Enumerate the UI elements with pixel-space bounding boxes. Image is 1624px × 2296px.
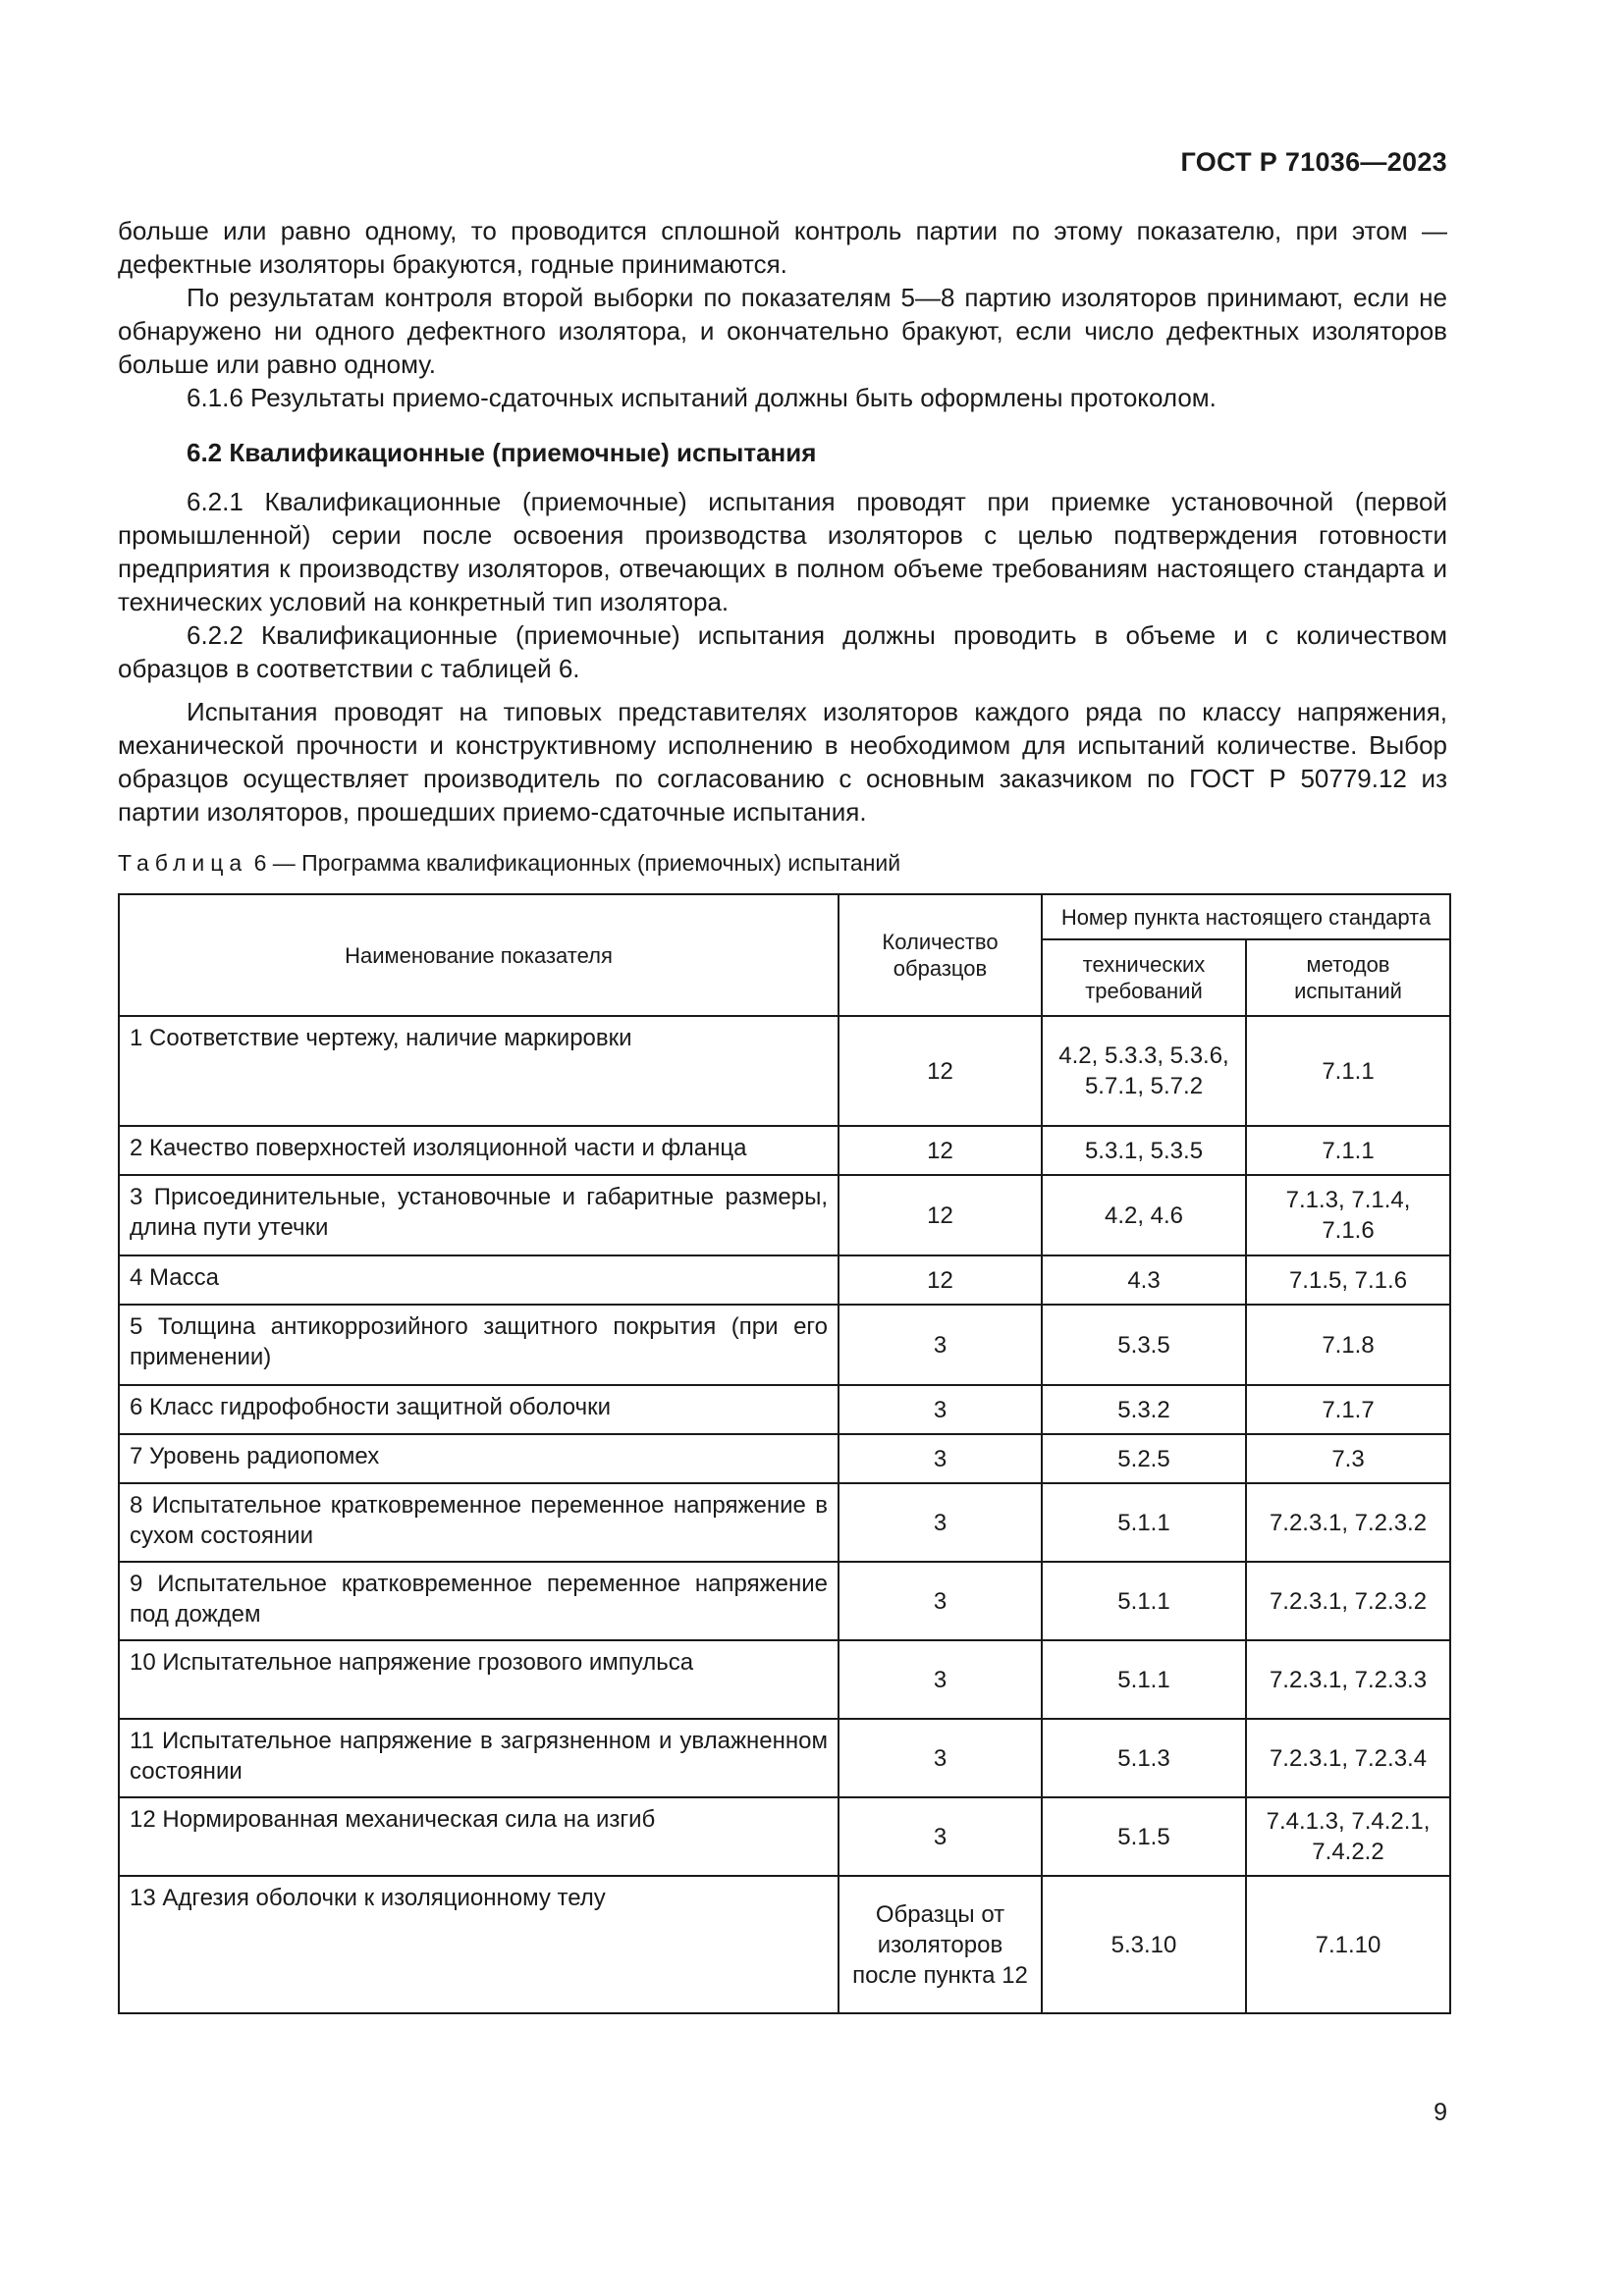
row-tech: 5.1.1 (1042, 1640, 1246, 1719)
row-tech: 5.1.3 (1042, 1719, 1246, 1797)
table-row (119, 1797, 1450, 1876)
row-tech: 5.3.2 (1042, 1385, 1246, 1434)
qualification-program-table (118, 893, 1451, 2014)
paragraph-second-sample: По результатам контроля второй выборки по показателям 5—8 партию изоляторов принимают, если не обнаружено ни одного дефектного изолятора, и окончательно бракуют, если число дефектных изоляторов больше или равно одному. (118, 283, 1447, 379)
body-text (118, 214, 1447, 828)
row-method: 7.1.5, 7.1.6 (1246, 1255, 1450, 1305)
header-clause-group: Номер пункта настоящего стандарта (1042, 894, 1450, 939)
row-tech: 4.3 (1042, 1255, 1246, 1305)
row-method: 7.2.3.1, 7.2.3.4 (1246, 1719, 1450, 1797)
table-row (119, 1483, 1450, 1562)
row-count: 12 (839, 1016, 1042, 1126)
row-name: 5 Толщина антикоррозийного защитного покрытия (при его применении) (119, 1305, 839, 1385)
table-row (119, 1175, 1450, 1255)
row-tech: 5.3.1, 5.3.5 (1042, 1126, 1246, 1175)
row-count: 3 (839, 1640, 1042, 1719)
header-tech: технических требований (1042, 939, 1246, 1016)
row-name: 11 Испытательное напряжение в загрязненном и увлажненном состоянии (119, 1719, 839, 1797)
row-name: 6 Класс гидрофобности защитной оболочки (119, 1385, 839, 1434)
header-methods: методов испытаний (1246, 939, 1450, 1016)
table-row (119, 1385, 1450, 1434)
row-name: 1 Соответствие чертежу, наличие маркировки (119, 1016, 839, 1126)
row-count: Образцы от изоляторов после пункта 12 (839, 1876, 1042, 2013)
row-method: 7.1.7 (1246, 1385, 1450, 1434)
row-method: 7.1.3, 7.1.4, 7.1.6 (1246, 1175, 1450, 1255)
row-tech: 5.1.1 (1042, 1483, 1246, 1562)
row-name: 4 Масса (119, 1255, 839, 1305)
table-row (119, 1434, 1450, 1483)
table-row (119, 1126, 1450, 1175)
row-method: 7.1.1 (1246, 1126, 1450, 1175)
row-name: 8 Испытательное кратковременное переменное напряжение в сухом состоянии (119, 1483, 839, 1562)
paragraph-samples: Испытания проводят на типовых представителях изоляторов каждого ряда по классу напряжения, механической прочности и конструктивному исполнению в необходимом для испытаний количестве. Выбор образцов осуществляет производитель по согласованию с основным заказчиком по ГОСТ Р 50779.12 из партии изоляторов, прошедших приемо-сдаточные испытания. (118, 697, 1447, 827)
table-row (119, 1876, 1450, 2013)
row-name: 7 Уровень радиопомех (119, 1434, 839, 1483)
paragraph-6-1-6: 6.1.6 Результаты приемо-сдаточных испытаний должны быть оформлены протоколом. (187, 383, 1217, 412)
row-method: 7.2.3.1, 7.2.3.2 (1246, 1483, 1450, 1562)
row-tech: 4.2, 5.3.3, 5.3.6, 5.7.1, 5.7.2 (1042, 1016, 1246, 1126)
paragraph-6-2-2: 6.2.2 Квалификационные (приемочные) испытания должны проводить в объеме и с количеством образцов в соответствии с таблицей 6. (118, 620, 1447, 683)
row-name: 9 Испытательное кратковременное переменное напряжение под дождем (119, 1562, 839, 1640)
section-title-6-2: 6.2 Квалификационные (приемочные) испытания (187, 438, 817, 467)
table-caption (118, 850, 900, 877)
row-tech: 5.1.5 (1042, 1797, 1246, 1876)
row-count: 12 (839, 1175, 1042, 1255)
row-count: 3 (839, 1305, 1042, 1385)
row-method: 7.3 (1246, 1434, 1450, 1483)
row-tech: 5.3.10 (1042, 1876, 1246, 2013)
row-count: 3 (839, 1434, 1042, 1483)
row-tech: 4.2, 4.6 (1042, 1175, 1246, 1255)
row-tech: 5.2.5 (1042, 1434, 1246, 1483)
paragraph-continuation: больше или равно одному, то проводится сплошной контроль партии по этому показателю, при этом — дефектные изоляторы бракуются, годные принимаются. (118, 216, 1447, 279)
table-row (119, 1016, 1450, 1126)
row-tech: 5.3.5 (1042, 1305, 1246, 1385)
row-count: 3 (839, 1562, 1042, 1640)
row-count: 12 (839, 1255, 1042, 1305)
row-name: 10 Испытательное напряжение грозового импульса (119, 1640, 839, 1719)
row-count: 3 (839, 1797, 1042, 1876)
table-row (119, 1562, 1450, 1640)
row-name: 2 Качество поверхностей изоляционной части и фланца (119, 1126, 839, 1175)
row-count: 3 (839, 1483, 1042, 1562)
table-row (119, 1255, 1450, 1305)
table-row (119, 1719, 1450, 1797)
row-name: 3 Присоединительные, установочные и габаритные размеры, длина пути утечки (119, 1175, 839, 1255)
row-name: 12 Нормированная механическая сила на изгиб (119, 1797, 839, 1876)
row-count: 3 (839, 1719, 1042, 1797)
row-method: 7.1.8 (1246, 1305, 1450, 1385)
row-count: 12 (839, 1126, 1042, 1175)
row-method: 7.2.3.1, 7.2.3.2 (1246, 1562, 1450, 1640)
row-tech: 5.1.1 (1042, 1562, 1246, 1640)
table-row (119, 1305, 1450, 1385)
row-name: 13 Адгезия оболочки к изоляционному телу (119, 1876, 839, 2013)
page-number: 9 (1434, 2099, 1447, 2126)
row-method: 7.2.3.1, 7.2.3.3 (1246, 1640, 1450, 1719)
table-row (119, 1640, 1450, 1719)
table-caption-prefix: Таблица (118, 850, 248, 876)
row-count: 3 (839, 1385, 1042, 1434)
header-name: Наименование показателя (119, 894, 839, 1016)
header-count: Количество образцов (839, 894, 1042, 1016)
paragraph-6-2-1: 6.2.1 Квалификационные (приемочные) испытания проводят при приемке установочной (первой промышленной) серии после освоения производства изоляторов с целью подтверждения готовности предприятия к производству изоляторов, отвечающих в полном объеме требованиям настоящего стандарта и технических условий на конкретный тип изолятора. (118, 487, 1447, 616)
standard-code-header: ГОСТ Р 71036—2023 (1180, 147, 1447, 177)
row-method: 7.4.1.3, 7.4.2.1, 7.4.2.2 (1246, 1797, 1450, 1876)
row-method: 7.1.10 (1246, 1876, 1450, 2013)
row-method: 7.1.1 (1246, 1016, 1450, 1126)
table-caption-text: 6 — Программа квалификационных (приемочных) испытаний (247, 850, 901, 876)
